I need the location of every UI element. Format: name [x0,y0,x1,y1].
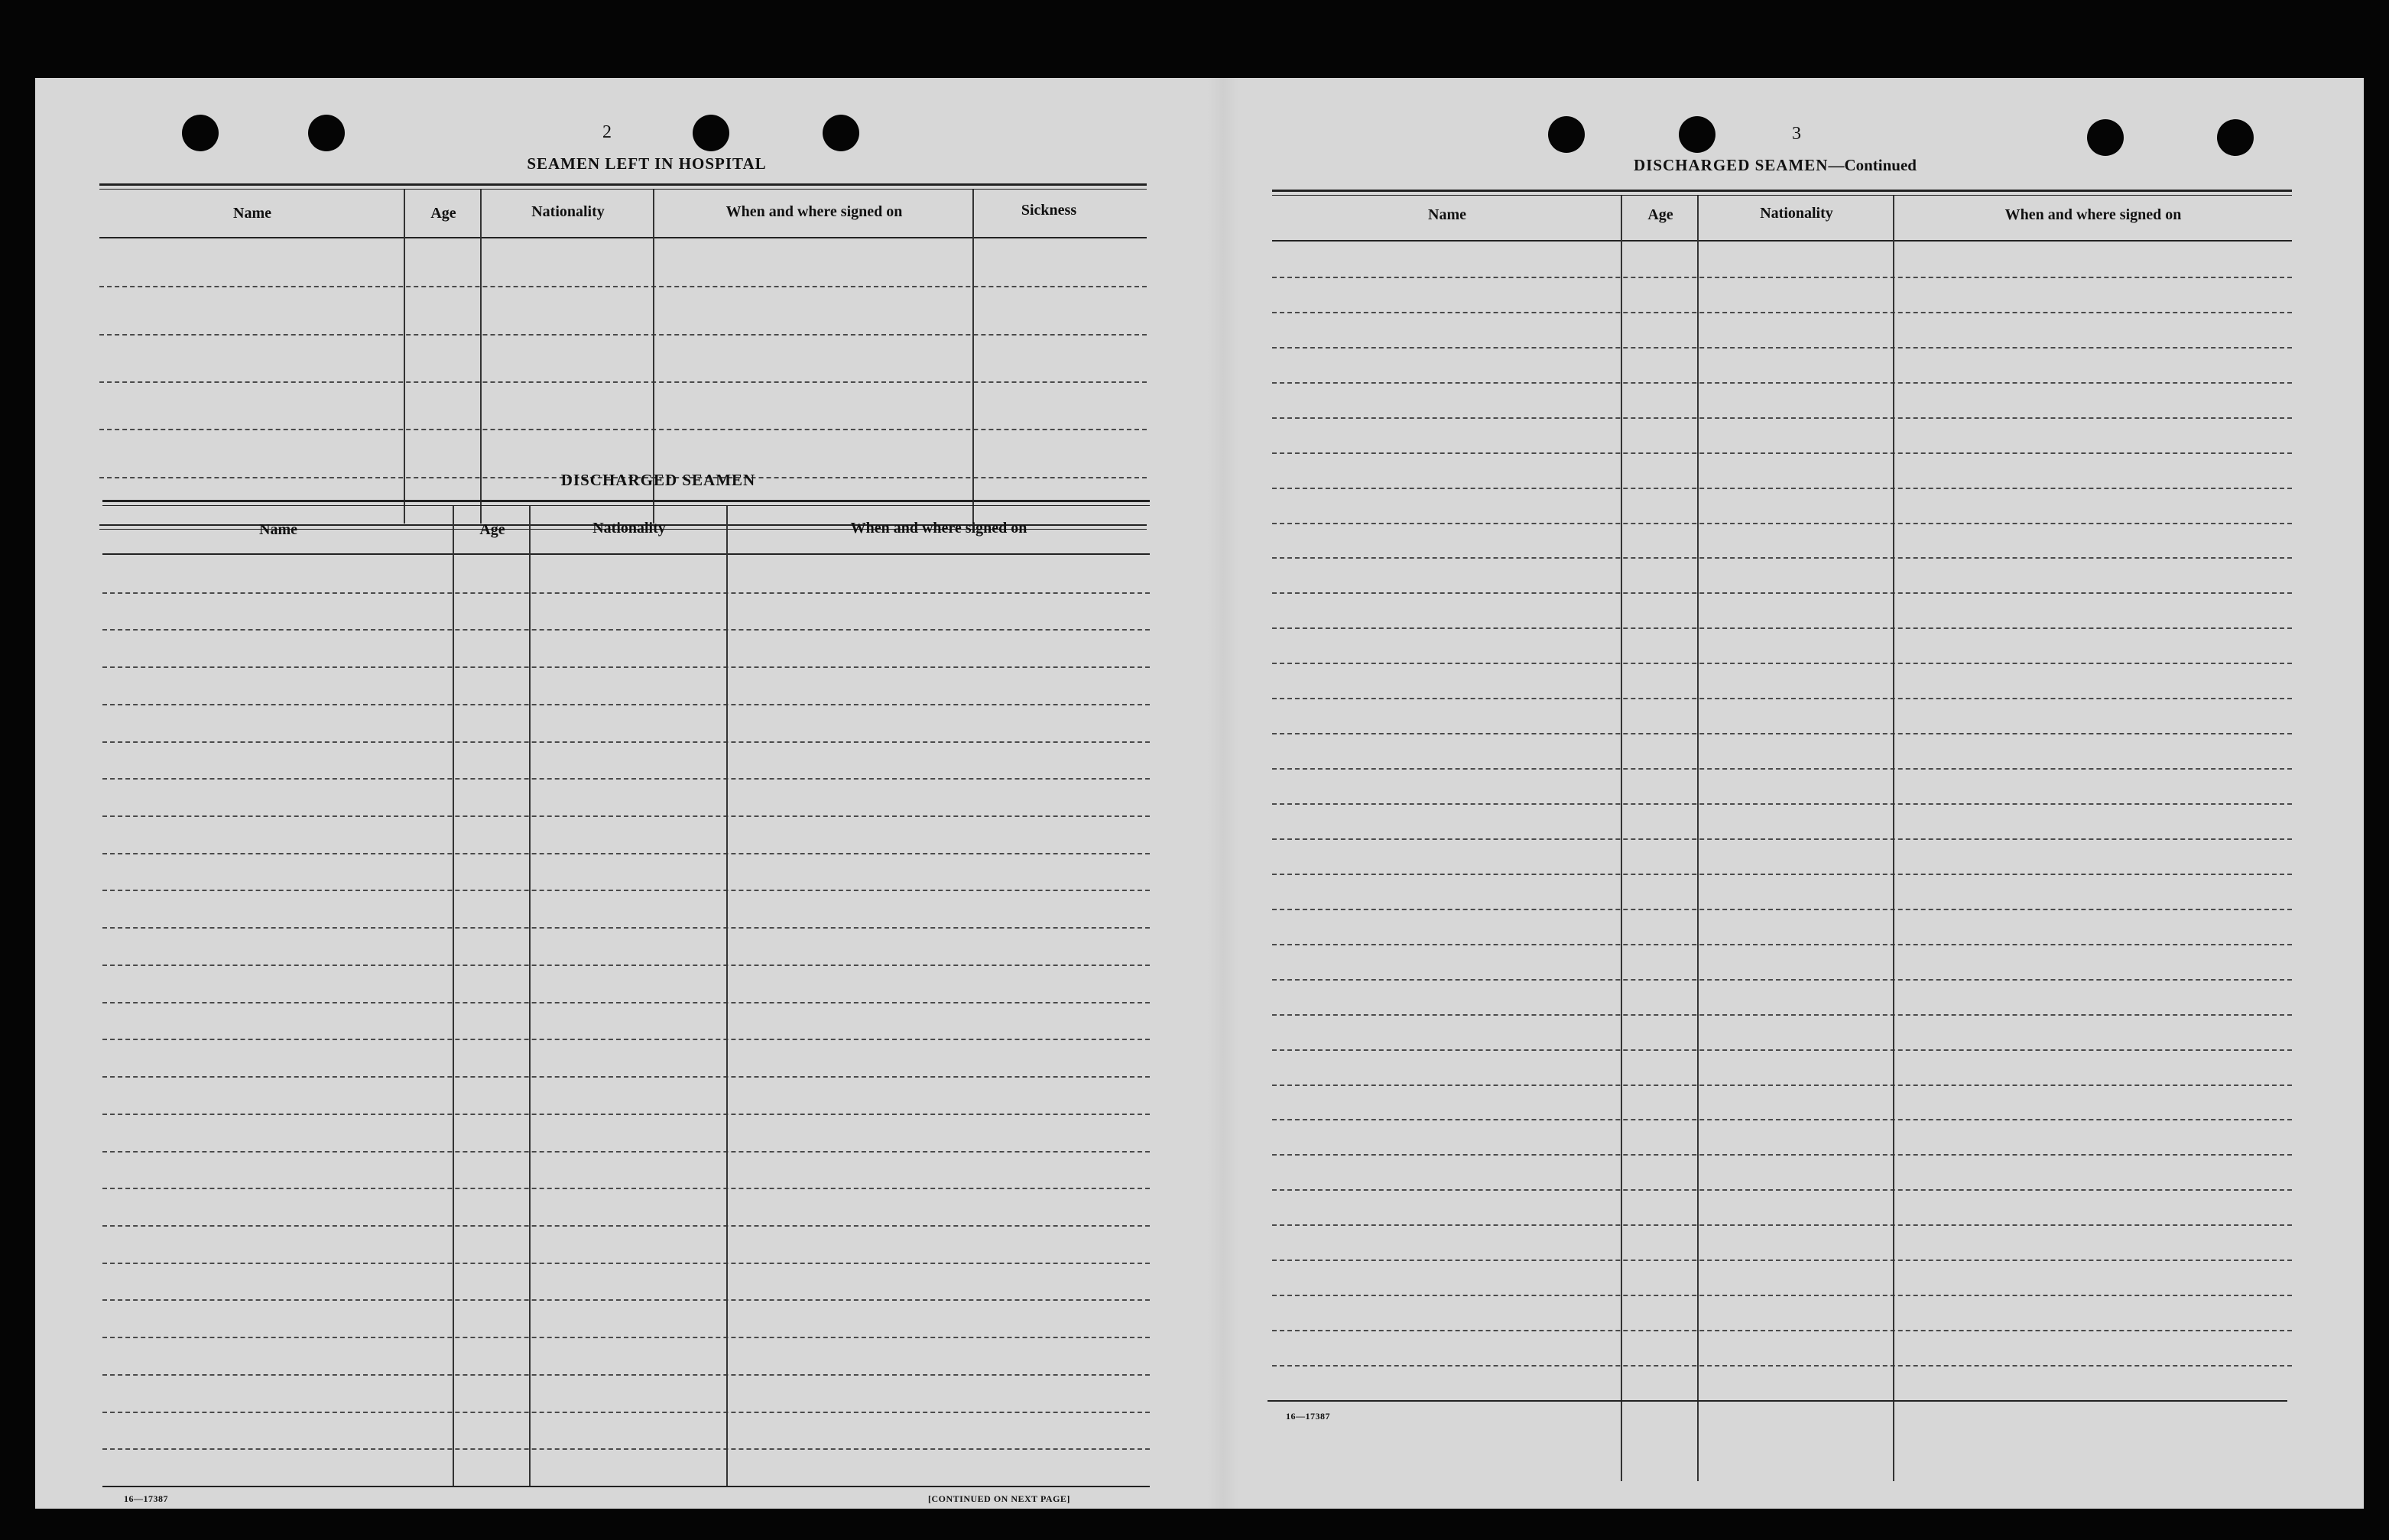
column-divider [404,190,405,524]
punch-hole [2087,119,2124,156]
row-line [102,666,1150,668]
section-title-hospital: SEAMEN LEFT IN HOSPITAL [527,154,767,173]
row-line [99,429,1147,430]
row-line [102,1299,1150,1301]
column-header: Nationality [1760,205,1833,222]
column-divider [1697,196,1699,1481]
table-top-rule [1272,190,2292,192]
header-rule [102,553,1150,555]
column-divider [480,190,482,524]
row-line [1272,1330,2292,1331]
page-number: 3 [1792,124,1801,144]
row-line [1272,1189,2292,1191]
row-line [1272,592,2292,594]
table-bottom-rule [1268,1400,2287,1402]
row-line [1272,1119,2292,1120]
row-line [102,592,1150,594]
table-top-rule [99,183,1147,186]
punch-hole [1679,116,1715,153]
row-line [102,1374,1150,1376]
column-header: Age [1647,206,1673,223]
row-line [1272,1365,2292,1367]
row-line [102,1076,1150,1078]
punch-hole [182,115,219,151]
section-title-discharged-continued [1592,156,1959,175]
section-title-discharged: DISCHARGED SEAMEN [560,471,756,489]
row-line [102,1114,1150,1115]
row-line [1272,768,2292,770]
row-line [1272,803,2292,805]
row-line [1272,874,2292,875]
table-top-rule [102,505,1150,506]
continued-note: [CONTINUED ON NEXT PAGE] [928,1493,1070,1504]
row-line [102,853,1150,854]
row-line [1272,523,2292,524]
column-header: Age [479,521,505,538]
table-top-rule [102,500,1150,502]
row-line [102,629,1150,631]
form-number: 16—17387 [124,1493,168,1504]
column-header: Nationality [531,203,605,220]
column-header: When and where signed on [2004,206,2182,223]
column-divider [529,506,531,1486]
row-line [1272,452,2292,454]
punch-hole [823,115,859,151]
section-title-suffix: —Continued [1828,156,1917,174]
row-line [1272,733,2292,734]
row-line [1272,347,2292,349]
row-line [102,815,1150,817]
row-line [102,1225,1150,1227]
table-top-rule [99,189,1147,190]
column-divider [1621,196,1622,1481]
row-line [1272,909,2292,910]
header-rule [99,237,1147,238]
row-line [1272,979,2292,981]
row-line [1272,1084,2292,1086]
column-divider [726,506,728,1486]
row-line [1272,1260,2292,1261]
row-line [1272,1224,2292,1226]
punch-hole [2217,119,2254,156]
row-line [1272,1049,2292,1051]
row-line [1272,277,2292,278]
row-line [1272,698,2292,699]
row-line [102,778,1150,780]
row-line [99,381,1147,383]
column-header: Sickness [1021,202,1077,219]
section-title-text: DISCHARGED SEAMEN [1634,156,1829,174]
row-line [102,741,1150,743]
row-line [1272,663,2292,664]
row-line [102,1188,1150,1189]
document-sheet [35,78,2364,1509]
table-bottom-rule [102,1486,1150,1487]
row-line [1272,838,2292,840]
column-divider [1893,196,1894,1481]
row-line [102,1002,1150,1003]
punch-hole [693,115,729,151]
row-line [102,890,1150,891]
table-top-rule [1272,195,2292,196]
punch-hole [308,115,345,151]
column-header: When and where signed on [725,203,903,220]
row-line [102,1151,1150,1153]
column-header: Age [430,205,456,222]
row-line [99,286,1147,287]
page-fold [1208,78,1238,1509]
row-line [1272,488,2292,489]
row-line [1272,382,2292,384]
form-number: 16—17387 [1286,1411,1330,1422]
row-line [1272,417,2292,419]
page-number: 2 [602,122,612,142]
column-header: Name [259,521,297,538]
row-line [1272,557,2292,559]
header-rule [1272,240,2292,242]
row-line [1272,944,2292,945]
row-line [102,1039,1150,1040]
column-divider [972,190,974,524]
column-header: When and where signed on [850,520,1027,537]
column-divider [453,506,454,1486]
row-line [1272,312,2292,313]
row-line [102,1337,1150,1338]
row-line [102,1448,1150,1450]
column-header: Nationality [592,520,666,537]
row-line [1272,1014,2292,1016]
row-line [1272,1295,2292,1296]
row-line [1272,627,2292,629]
row-line [102,965,1150,966]
row-line [102,927,1150,929]
row-line [1272,1154,2292,1156]
punch-hole [1548,116,1585,153]
row-line [102,1412,1150,1413]
row-line [99,334,1147,336]
column-header: Name [233,205,271,222]
row-line [102,704,1150,705]
column-header: Name [1428,206,1466,223]
row-line [102,1263,1150,1264]
